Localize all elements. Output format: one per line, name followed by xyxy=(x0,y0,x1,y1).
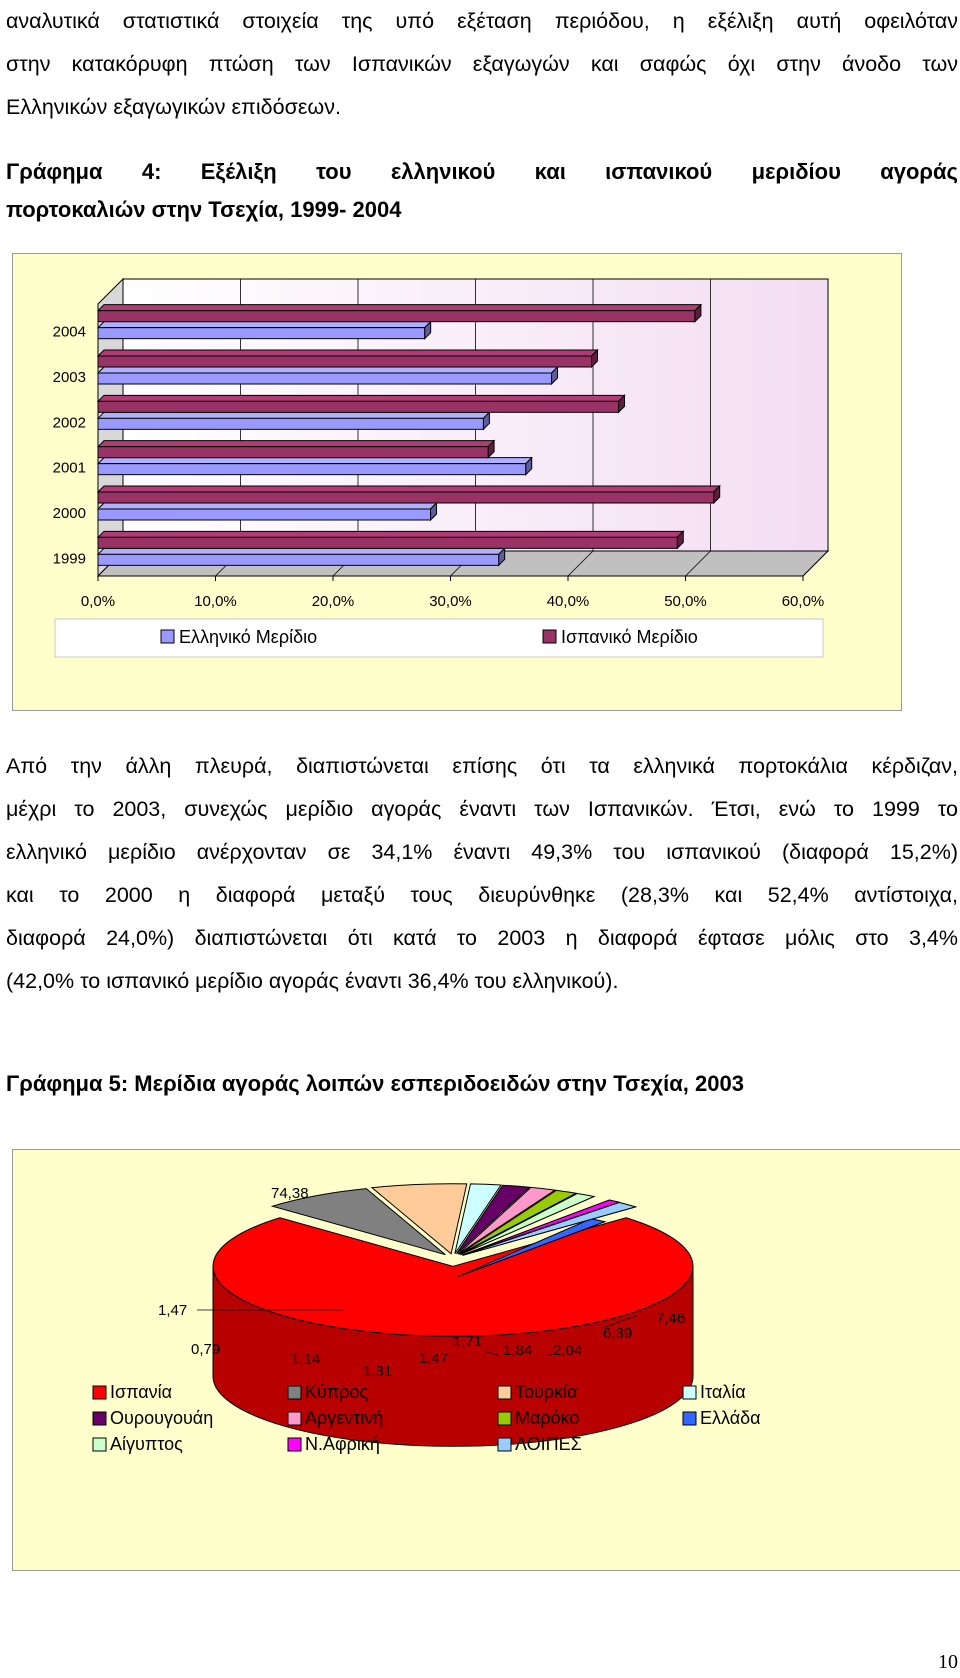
bar-face xyxy=(98,509,431,520)
chart5-caption xyxy=(6,1065,958,1103)
slice-value-label: 7,46 xyxy=(656,1310,686,1327)
x-tick-label: 0,0% xyxy=(80,593,116,610)
x-tick-label: 50,0% xyxy=(664,593,707,610)
bar-face xyxy=(98,464,526,475)
bar-face xyxy=(98,373,552,384)
bar-face xyxy=(98,356,592,367)
bar xyxy=(98,458,532,475)
text-line: (42,0% το ισπανικό μερίδιο αγοράς έναντι 36,4% του ελληνικού). xyxy=(6,969,619,993)
bar-face xyxy=(98,311,695,322)
bar xyxy=(98,322,431,339)
bar-face xyxy=(98,328,425,339)
legend-swatch xyxy=(543,630,556,643)
bar-face xyxy=(98,554,499,565)
bar xyxy=(98,350,598,367)
bar-top xyxy=(98,548,505,554)
bar-top xyxy=(98,441,494,447)
x-tick-label: 60,0% xyxy=(781,593,825,610)
legend-swatch xyxy=(288,1386,301,1399)
legend-label: Αίγυπτος xyxy=(110,1434,183,1454)
bar xyxy=(98,531,683,548)
legend xyxy=(55,619,823,657)
legend-swatch xyxy=(498,1386,511,1399)
text-line: αναλυτικά στατιστικά στοιχεία της υπό εξέταση περιόδου, η εξέλιξη αυτή οφειλόταν xyxy=(6,9,958,33)
bar-top xyxy=(98,531,683,537)
bar-face xyxy=(98,401,619,412)
bar-top xyxy=(98,322,431,328)
x-tick-label: 30,0% xyxy=(429,593,472,610)
bar-top xyxy=(98,503,437,509)
bar-face xyxy=(98,447,488,458)
legend-swatch xyxy=(93,1412,106,1425)
slice-value-label: 74,38 xyxy=(271,1185,309,1202)
slice-value-label: 1,84 xyxy=(503,1342,533,1359)
legend-label: ΛΟΙΠΕΣ xyxy=(515,1434,582,1454)
bar xyxy=(98,486,720,503)
legend-label: Ελλάδα xyxy=(700,1408,761,1428)
slice-value-label: 2,04 xyxy=(553,1342,583,1359)
legend-swatch xyxy=(683,1412,696,1425)
bar xyxy=(98,503,437,520)
text-line: ελληνικό μερίδιο ανέρχονταν σε 34,1% έναντι 49,3% του ισπανικού (διαφορά 15,2%) xyxy=(6,840,958,864)
text-line: μέχρι το 2003, συνεχώς μερίδιο αγοράς έναντι των Ισπανικών. Έτσι, ενώ το 1999 το xyxy=(6,797,958,821)
y-tick-label: 2002 xyxy=(52,414,86,432)
y-tick-label: 2003 xyxy=(52,369,86,386)
bar-face xyxy=(98,418,483,429)
x-tick-label: 10,0% xyxy=(194,593,237,610)
y-tick-label: 2000 xyxy=(52,505,86,522)
text-line: διαφορά 24,0%) διαπιστώνεται ότι κατά το 2003 η διαφορά έφτασε μόλις στο 3,4% xyxy=(6,926,958,950)
pie-slices xyxy=(213,1184,693,1447)
text-line: Ελληνικών εξαγωγικών επιδόσεων. xyxy=(6,95,341,119)
legend-label: Ουρουγουάη xyxy=(110,1408,214,1428)
legend-swatch xyxy=(93,1438,106,1451)
x-axis-ticks xyxy=(81,576,824,610)
market-share-pie-chart xyxy=(12,1149,960,1571)
x-tick-label: 20,0% xyxy=(311,593,355,610)
slice-value-label: 1,31 xyxy=(363,1363,393,1380)
bar xyxy=(98,395,625,412)
bar-top xyxy=(98,486,720,492)
legend-label: Ισπανία xyxy=(110,1382,173,1402)
bar xyxy=(98,305,701,322)
analysis-paragraph xyxy=(6,745,958,1003)
bar-top xyxy=(98,395,625,401)
bar xyxy=(98,548,505,565)
slice-value-label: 6,39 xyxy=(603,1325,633,1342)
legend-label: Ν.Αφρική xyxy=(305,1434,380,1454)
legend-swatch xyxy=(288,1412,301,1425)
legend-swatch xyxy=(683,1386,696,1399)
slice-value-label: 1,47 xyxy=(419,1350,449,1367)
y-tick-label: 1999 xyxy=(52,550,86,568)
slice-value-label: 0,79 xyxy=(191,1341,221,1358)
legend-label: Ελληνικό Μερίδιο xyxy=(179,627,318,647)
caption-line: Γράφημα 4: Εξέλιξη του ελληνικού και ισπανικού μεριδίου αγοράς xyxy=(6,159,958,184)
text-line: και το 2000 η διαφορά μεταξύ τους διευρύνθηκε (28,3% και 52,4% αντίστοιχα, xyxy=(6,883,958,907)
bar-face xyxy=(98,537,677,548)
legend-label: Τουρκία xyxy=(515,1382,578,1402)
caption-line: Γράφημα 5: Μερίδια αγοράς λοιπών εσπεριδοειδών στην Τσεχία, 2003 xyxy=(6,1071,744,1096)
bar-top xyxy=(98,458,532,464)
page-number: 10 xyxy=(938,1651,958,1673)
text-line: Από την άλλη πλευρά, διαπιστώνεται επίσης ότι τα ελληνικά πορτοκάλια κέρδιζαν, xyxy=(6,754,958,778)
text-line: στην κατακόρυφη πτώση των Ισπανικών εξαγωγών και σαφώς όχι στην άνοδο των xyxy=(6,52,958,76)
legend-swatch xyxy=(93,1386,106,1399)
y-tick-label: 2004 xyxy=(52,323,86,341)
caption-line: πορτοκαλιών στην Τσεχία, 1999- 2004 xyxy=(6,197,402,222)
bar xyxy=(98,367,558,384)
legend-label: Μαρόκο xyxy=(515,1408,580,1428)
bar-top xyxy=(98,367,558,373)
chart4-caption xyxy=(6,153,958,229)
bar xyxy=(98,441,494,458)
y-tick-label: 2001 xyxy=(52,459,86,477)
legend-swatch xyxy=(498,1438,511,1451)
bar-top xyxy=(98,305,701,311)
slice-value-label: 1,47 xyxy=(158,1302,188,1319)
legend-label: Ιταλία xyxy=(700,1382,746,1402)
legend-label: Αργεντινή xyxy=(305,1408,384,1428)
legend-swatch xyxy=(161,630,174,643)
bar-face xyxy=(98,492,714,503)
legend-swatch xyxy=(288,1438,301,1451)
x-tick-label: 40,0% xyxy=(546,593,590,610)
slice-value-label: 1,14 xyxy=(291,1351,321,1368)
legend-label: Κύπρος xyxy=(305,1382,369,1402)
slice-value-label: 1,71 xyxy=(453,1333,483,1350)
bar xyxy=(98,412,489,429)
bar-top xyxy=(98,350,598,356)
bar-top xyxy=(98,412,489,418)
legend-swatch xyxy=(498,1412,511,1425)
legend-label: Ισπανικό Μερίδιο xyxy=(561,627,698,647)
y-axis-labels xyxy=(53,324,86,568)
intro-paragraph xyxy=(6,0,958,129)
share-bar-chart xyxy=(12,253,902,711)
